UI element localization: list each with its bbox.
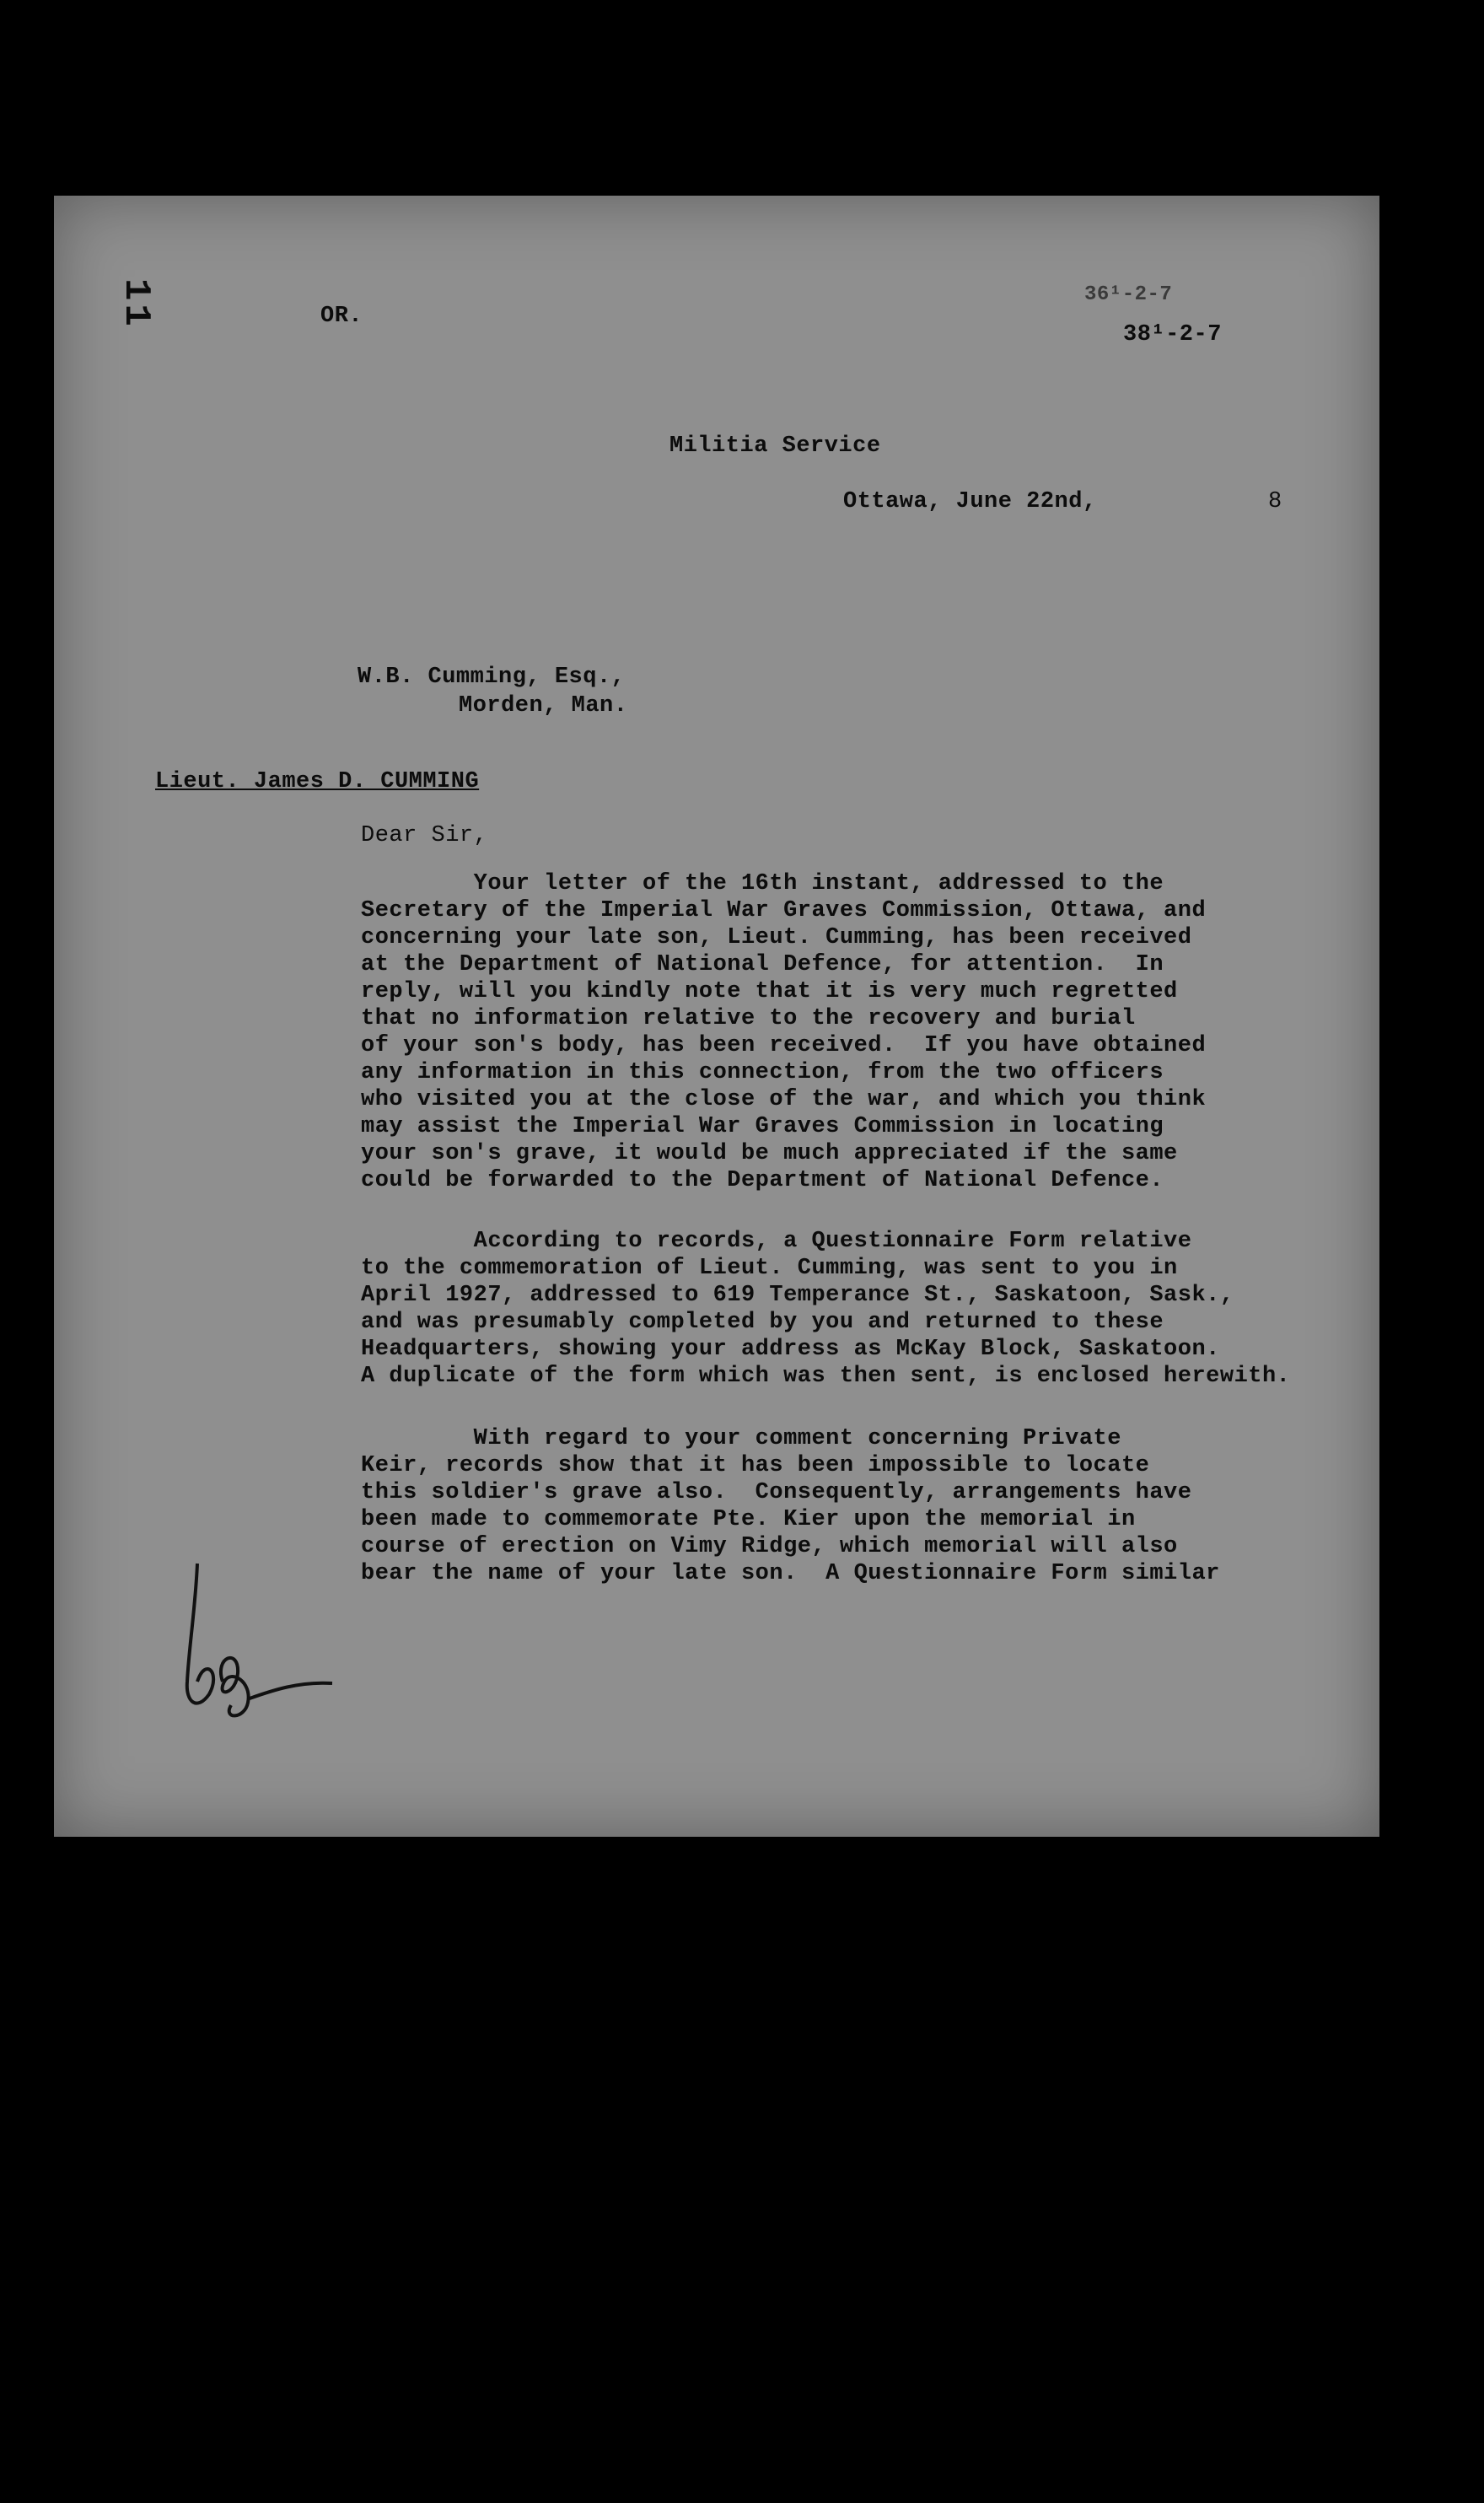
text-line: to the commemoration of Lieut. Cumming, was sent to you in	[361, 1256, 1178, 1281]
text-line: With regard to your comment concerning Private	[361, 1426, 1121, 1451]
text-line: course of erection on Vimy Ridge, which memorial will also	[361, 1534, 1178, 1559]
or-mark: OR.	[320, 304, 363, 329]
salutation: Dear Sir,	[361, 823, 488, 848]
text-line: April 1927, addressed to 619 Temperance St., Saskatoon, Sask.,	[361, 1283, 1234, 1308]
text-line: that no information relative to the recovery and burial	[361, 1006, 1136, 1031]
place-date: Ottawa, June 22nd,	[843, 489, 1097, 514]
signature-icon	[172, 1555, 341, 1724]
text-line: reply, will you kindly note that it is very much regretted	[361, 979, 1178, 1004]
recipient-place: Morden, Man.	[459, 693, 628, 719]
text-line: According to records, a Questionnaire Form relative	[361, 1229, 1192, 1254]
text-line: Keir, records show that it has been impossible to locate	[361, 1453, 1150, 1478]
text-line: and was presumably completed by you and returned to these	[361, 1310, 1164, 1335]
text-line: any information in this connection, from the two officers	[361, 1060, 1164, 1085]
text-line: Secretary of the Imperial War Graves Commission, Ottawa, and	[361, 898, 1207, 923]
text-line: Your letter of the 16th instant, addressed to the	[361, 871, 1164, 896]
margin-mark: 11	[115, 278, 157, 330]
text-line: at the Department of National Defence, for attention. In	[361, 952, 1164, 977]
text-line: been made to commemorate Pte. Kier upon the memorial in	[361, 1507, 1136, 1532]
paragraph-1	[361, 870, 1305, 1194]
text-line: Headquarters, showing your address as McKay Block, Saskatoon.	[361, 1337, 1220, 1362]
paragraph-2	[361, 1228, 1305, 1390]
paragraph-3	[361, 1425, 1305, 1587]
text-line: this soldier's grave also. Consequently, arrangements have	[361, 1480, 1192, 1505]
subject-line: Lieut. James D. CUMMING	[155, 769, 480, 794]
text-line: may assist the Imperial War Graves Commission in locating	[361, 1114, 1164, 1139]
file-reference-faint: 36¹-2-7	[1084, 283, 1173, 306]
page-number: 8	[1268, 489, 1282, 514]
text-line: who visited you at the close of the war, and which you think	[361, 1087, 1207, 1112]
text-line: could be forwarded to the Department of National Defence.	[361, 1168, 1164, 1193]
text-line: of your son's body, has been received. If you have obtained	[361, 1033, 1207, 1058]
recipient-name: W.B. Cumming, Esq.,	[358, 665, 626, 690]
service-heading: Militia Service	[669, 433, 881, 459]
text-line: concerning your late son, Lieut. Cumming, has been received	[361, 925, 1192, 950]
letter-page	[54, 196, 1379, 1837]
text-line: bear the name of your late son. A Questionnaire Form similar	[361, 1561, 1220, 1586]
text-line: your son's grave, it would be much appreciated if the same	[361, 1141, 1178, 1166]
file-reference: 38¹-2-7	[1123, 322, 1222, 347]
text-line: A duplicate of the form which was then sent, is enclosed herewith.	[361, 1364, 1291, 1389]
